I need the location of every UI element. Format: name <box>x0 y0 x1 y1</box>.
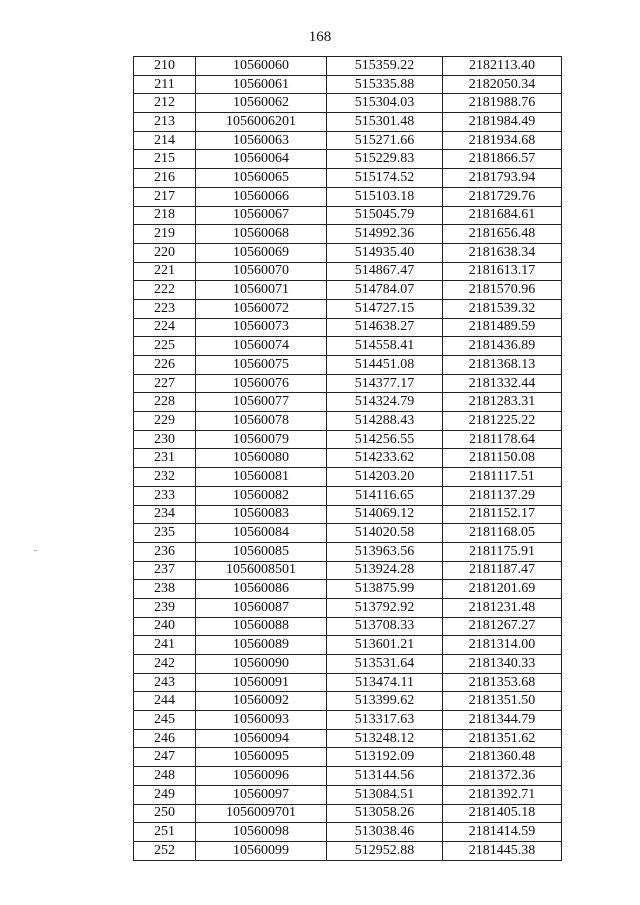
point-id-cell: 10560090 <box>196 655 327 674</box>
point-id-cell: 10560073 <box>196 318 327 337</box>
point-id-cell: 10560080 <box>196 449 327 468</box>
x-coordinate-cell: 513474.11 <box>327 673 443 692</box>
x-coordinate-cell: 514069.12 <box>327 505 443 524</box>
table-row <box>134 94 562 113</box>
table-row <box>134 225 562 244</box>
y-coordinate-cell: 2181638.34 <box>443 243 562 262</box>
row-index-cell: 231 <box>134 449 196 468</box>
table-row <box>134 299 562 318</box>
y-coordinate-cell: 2181684.61 <box>443 206 562 225</box>
row-index-cell: 228 <box>134 393 196 412</box>
point-id-cell: 10560062 <box>196 94 327 113</box>
table-row <box>134 486 562 505</box>
row-index-cell: 242 <box>134 655 196 674</box>
y-coordinate-cell: 2181351.50 <box>443 692 562 711</box>
y-coordinate-cell: 2181445.38 <box>443 841 562 860</box>
y-coordinate-cell: 2181539.32 <box>443 299 562 318</box>
x-coordinate-cell: 514324.79 <box>327 393 443 412</box>
point-id-cell: 10560066 <box>196 187 327 206</box>
point-id-cell: 10560079 <box>196 430 327 449</box>
table-row <box>134 505 562 524</box>
table-row <box>134 169 562 188</box>
point-id-cell: 10560070 <box>196 262 327 281</box>
row-index-cell: 237 <box>134 561 196 580</box>
point-id-cell: 10560068 <box>196 225 327 244</box>
y-coordinate-cell: 2181613.17 <box>443 262 562 281</box>
x-coordinate-cell: 514288.43 <box>327 412 443 431</box>
table-row <box>134 673 562 692</box>
point-id-cell: 10560098 <box>196 823 327 842</box>
y-coordinate-cell: 2181656.48 <box>443 225 562 244</box>
row-index-cell: 229 <box>134 412 196 431</box>
point-id-cell: 10560087 <box>196 598 327 617</box>
row-index-cell: 230 <box>134 430 196 449</box>
table-row <box>134 131 562 150</box>
row-index-cell: 215 <box>134 150 196 169</box>
table-row <box>134 449 562 468</box>
point-id-cell: 10560067 <box>196 206 327 225</box>
x-coordinate-cell: 514867.47 <box>327 262 443 281</box>
table-row <box>134 281 562 300</box>
x-coordinate-cell: 515045.79 <box>327 206 443 225</box>
x-coordinate-cell: 515103.18 <box>327 187 443 206</box>
x-coordinate-cell: 513792.92 <box>327 598 443 617</box>
row-index-cell: 213 <box>134 113 196 132</box>
x-coordinate-cell: 515304.03 <box>327 94 443 113</box>
table-row <box>134 767 562 786</box>
y-coordinate-cell: 2181360.48 <box>443 748 562 767</box>
table-row <box>134 243 562 262</box>
point-id-cell: 10560065 <box>196 169 327 188</box>
y-coordinate-cell: 2181866.57 <box>443 150 562 169</box>
row-index-cell: 214 <box>134 131 196 150</box>
table-row <box>134 374 562 393</box>
row-index-cell: 219 <box>134 225 196 244</box>
y-coordinate-cell: 2182050.34 <box>443 75 562 94</box>
y-coordinate-cell: 2181368.13 <box>443 356 562 375</box>
x-coordinate-cell: 513038.46 <box>327 823 443 842</box>
y-coordinate-cell: 2181793.94 <box>443 169 562 188</box>
row-index-cell: 222 <box>134 281 196 300</box>
x-coordinate-cell: 513924.28 <box>327 561 443 580</box>
x-coordinate-cell: 513317.63 <box>327 711 443 730</box>
y-coordinate-cell: 2181414.59 <box>443 823 562 842</box>
point-id-cell: 10560061 <box>196 75 327 94</box>
margin-mark <box>34 550 37 551</box>
table-row <box>134 206 562 225</box>
x-coordinate-cell: 514116.65 <box>327 486 443 505</box>
x-coordinate-cell: 512952.88 <box>327 841 443 860</box>
x-coordinate-cell: 514451.08 <box>327 356 443 375</box>
y-coordinate-cell: 2181934.68 <box>443 131 562 150</box>
row-index-cell: 224 <box>134 318 196 337</box>
y-coordinate-cell: 2181332.44 <box>443 374 562 393</box>
point-id-cell: 10560076 <box>196 374 327 393</box>
y-coordinate-cell: 2181201.69 <box>443 580 562 599</box>
table-row <box>134 187 562 206</box>
x-coordinate-cell: 514020.58 <box>327 524 443 543</box>
y-coordinate-cell: 2181187.47 <box>443 561 562 580</box>
point-id-cell: 1056008501 <box>196 561 327 580</box>
y-coordinate-cell: 2181984.49 <box>443 113 562 132</box>
y-coordinate-cell: 2181231.48 <box>443 598 562 617</box>
x-coordinate-cell: 514377.17 <box>327 374 443 393</box>
x-coordinate-cell: 514784.07 <box>327 281 443 300</box>
table-row <box>134 468 562 487</box>
point-id-cell: 1056006201 <box>196 113 327 132</box>
row-index-cell: 245 <box>134 711 196 730</box>
x-coordinate-cell: 513399.62 <box>327 692 443 711</box>
point-id-cell: 10560071 <box>196 281 327 300</box>
y-coordinate-cell: 2181283.31 <box>443 393 562 412</box>
table-row <box>134 711 562 730</box>
row-index-cell: 217 <box>134 187 196 206</box>
table-row <box>134 57 562 76</box>
y-coordinate-cell: 2181225.22 <box>443 412 562 431</box>
y-coordinate-cell: 2181729.76 <box>443 187 562 206</box>
point-id-cell: 10560093 <box>196 711 327 730</box>
x-coordinate-cell: 513963.56 <box>327 542 443 561</box>
table-row <box>134 337 562 356</box>
point-id-cell: 10560097 <box>196 785 327 804</box>
x-coordinate-cell: 514558.41 <box>327 337 443 356</box>
table-row <box>134 804 562 823</box>
row-index-cell: 241 <box>134 636 196 655</box>
row-index-cell: 248 <box>134 767 196 786</box>
row-index-cell: 249 <box>134 785 196 804</box>
y-coordinate-cell: 2181405.18 <box>443 804 562 823</box>
x-coordinate-cell: 513058.26 <box>327 804 443 823</box>
x-coordinate-cell: 515229.83 <box>327 150 443 169</box>
x-coordinate-cell: 514256.55 <box>327 430 443 449</box>
point-id-cell: 10560095 <box>196 748 327 767</box>
row-index-cell: 240 <box>134 617 196 636</box>
table-row <box>134 75 562 94</box>
x-coordinate-cell: 515174.52 <box>327 169 443 188</box>
coordinates-table <box>133 56 562 861</box>
x-coordinate-cell: 513875.99 <box>327 580 443 599</box>
table-row <box>134 412 562 431</box>
x-coordinate-cell: 513708.33 <box>327 617 443 636</box>
y-coordinate-cell: 2181117.51 <box>443 468 562 487</box>
page-number: 168 <box>308 29 332 45</box>
y-coordinate-cell: 2181340.33 <box>443 655 562 674</box>
point-id-cell: 10560074 <box>196 337 327 356</box>
row-index-cell: 234 <box>134 505 196 524</box>
y-coordinate-cell: 2181175.91 <box>443 542 562 561</box>
y-coordinate-cell: 2181267.27 <box>443 617 562 636</box>
y-coordinate-cell: 2181570.96 <box>443 281 562 300</box>
point-id-cell: 10560089 <box>196 636 327 655</box>
row-index-cell: 244 <box>134 692 196 711</box>
row-index-cell: 243 <box>134 673 196 692</box>
x-coordinate-cell: 513084.51 <box>327 785 443 804</box>
y-coordinate-cell: 2181351.62 <box>443 729 562 748</box>
y-coordinate-cell: 2181168.05 <box>443 524 562 543</box>
y-coordinate-cell: 2181392.71 <box>443 785 562 804</box>
table-row <box>134 393 562 412</box>
row-index-cell: 220 <box>134 243 196 262</box>
row-index-cell: 227 <box>134 374 196 393</box>
point-id-cell: 10560075 <box>196 356 327 375</box>
point-id-cell: 10560094 <box>196 729 327 748</box>
point-id-cell: 10560063 <box>196 131 327 150</box>
point-id-cell: 10560084 <box>196 524 327 543</box>
x-coordinate-cell: 513144.56 <box>327 767 443 786</box>
x-coordinate-cell: 514727.15 <box>327 299 443 318</box>
table-row <box>134 655 562 674</box>
table-row <box>134 561 562 580</box>
x-coordinate-cell: 513248.12 <box>327 729 443 748</box>
row-index-cell: 212 <box>134 94 196 113</box>
x-coordinate-cell: 514203.20 <box>327 468 443 487</box>
table-row <box>134 356 562 375</box>
table-row <box>134 636 562 655</box>
x-coordinate-cell: 513601.21 <box>327 636 443 655</box>
point-id-cell: 10560088 <box>196 617 327 636</box>
row-index-cell: 236 <box>134 542 196 561</box>
table-row <box>134 580 562 599</box>
row-index-cell: 218 <box>134 206 196 225</box>
point-id-cell: 10560099 <box>196 841 327 860</box>
table-row <box>134 748 562 767</box>
row-index-cell: 223 <box>134 299 196 318</box>
table-row <box>134 318 562 337</box>
x-coordinate-cell: 513192.09 <box>327 748 443 767</box>
table-row <box>134 729 562 748</box>
y-coordinate-cell: 2181137.29 <box>443 486 562 505</box>
point-id-cell: 1056009701 <box>196 804 327 823</box>
point-id-cell: 10560091 <box>196 673 327 692</box>
x-coordinate-cell: 513531.64 <box>327 655 443 674</box>
table-row <box>134 785 562 804</box>
row-index-cell: 232 <box>134 468 196 487</box>
row-index-cell: 221 <box>134 262 196 281</box>
point-id-cell: 10560077 <box>196 393 327 412</box>
x-coordinate-cell: 514638.27 <box>327 318 443 337</box>
x-coordinate-cell: 515359.22 <box>327 57 443 76</box>
row-index-cell: 252 <box>134 841 196 860</box>
point-id-cell: 10560064 <box>196 150 327 169</box>
y-coordinate-cell: 2181436.89 <box>443 337 562 356</box>
y-coordinate-cell: 2181150.08 <box>443 449 562 468</box>
row-index-cell: 239 <box>134 598 196 617</box>
table-row <box>134 617 562 636</box>
y-coordinate-cell: 2181353.68 <box>443 673 562 692</box>
y-coordinate-cell: 2181372.36 <box>443 767 562 786</box>
point-id-cell: 10560072 <box>196 299 327 318</box>
y-coordinate-cell: 2181489.59 <box>443 318 562 337</box>
table-body <box>134 57 562 861</box>
table-row <box>134 113 562 132</box>
coordinates-table-container <box>133 56 561 861</box>
point-id-cell: 10560092 <box>196 692 327 711</box>
x-coordinate-cell: 514935.40 <box>327 243 443 262</box>
x-coordinate-cell: 515335.88 <box>327 75 443 94</box>
row-index-cell: 250 <box>134 804 196 823</box>
y-coordinate-cell: 2181178.64 <box>443 430 562 449</box>
point-id-cell: 10560085 <box>196 542 327 561</box>
row-index-cell: 247 <box>134 748 196 767</box>
y-coordinate-cell: 2181152.17 <box>443 505 562 524</box>
table-row <box>134 823 562 842</box>
row-index-cell: 246 <box>134 729 196 748</box>
row-index-cell: 238 <box>134 580 196 599</box>
y-coordinate-cell: 2181988.76 <box>443 94 562 113</box>
point-id-cell: 10560083 <box>196 505 327 524</box>
table-row <box>134 262 562 281</box>
x-coordinate-cell: 514233.62 <box>327 449 443 468</box>
row-index-cell: 225 <box>134 337 196 356</box>
point-id-cell: 10560082 <box>196 486 327 505</box>
point-id-cell: 10560086 <box>196 580 327 599</box>
table-row <box>134 430 562 449</box>
table-row <box>134 524 562 543</box>
row-index-cell: 211 <box>134 75 196 94</box>
point-id-cell: 10560081 <box>196 468 327 487</box>
table-row <box>134 150 562 169</box>
table-row <box>134 841 562 860</box>
x-coordinate-cell: 514992.36 <box>327 225 443 244</box>
point-id-cell: 10560060 <box>196 57 327 76</box>
y-coordinate-cell: 2181344.79 <box>443 711 562 730</box>
row-index-cell: 216 <box>134 169 196 188</box>
y-coordinate-cell: 2182113.40 <box>443 57 562 76</box>
point-id-cell: 10560096 <box>196 767 327 786</box>
row-index-cell: 226 <box>134 356 196 375</box>
row-index-cell: 251 <box>134 823 196 842</box>
table-row <box>134 542 562 561</box>
point-id-cell: 10560069 <box>196 243 327 262</box>
row-index-cell: 210 <box>134 57 196 76</box>
row-index-cell: 233 <box>134 486 196 505</box>
row-index-cell: 235 <box>134 524 196 543</box>
x-coordinate-cell: 515301.48 <box>327 113 443 132</box>
table-row <box>134 598 562 617</box>
x-coordinate-cell: 515271.66 <box>327 131 443 150</box>
y-coordinate-cell: 2181314.00 <box>443 636 562 655</box>
point-id-cell: 10560078 <box>196 412 327 431</box>
table-row <box>134 692 562 711</box>
